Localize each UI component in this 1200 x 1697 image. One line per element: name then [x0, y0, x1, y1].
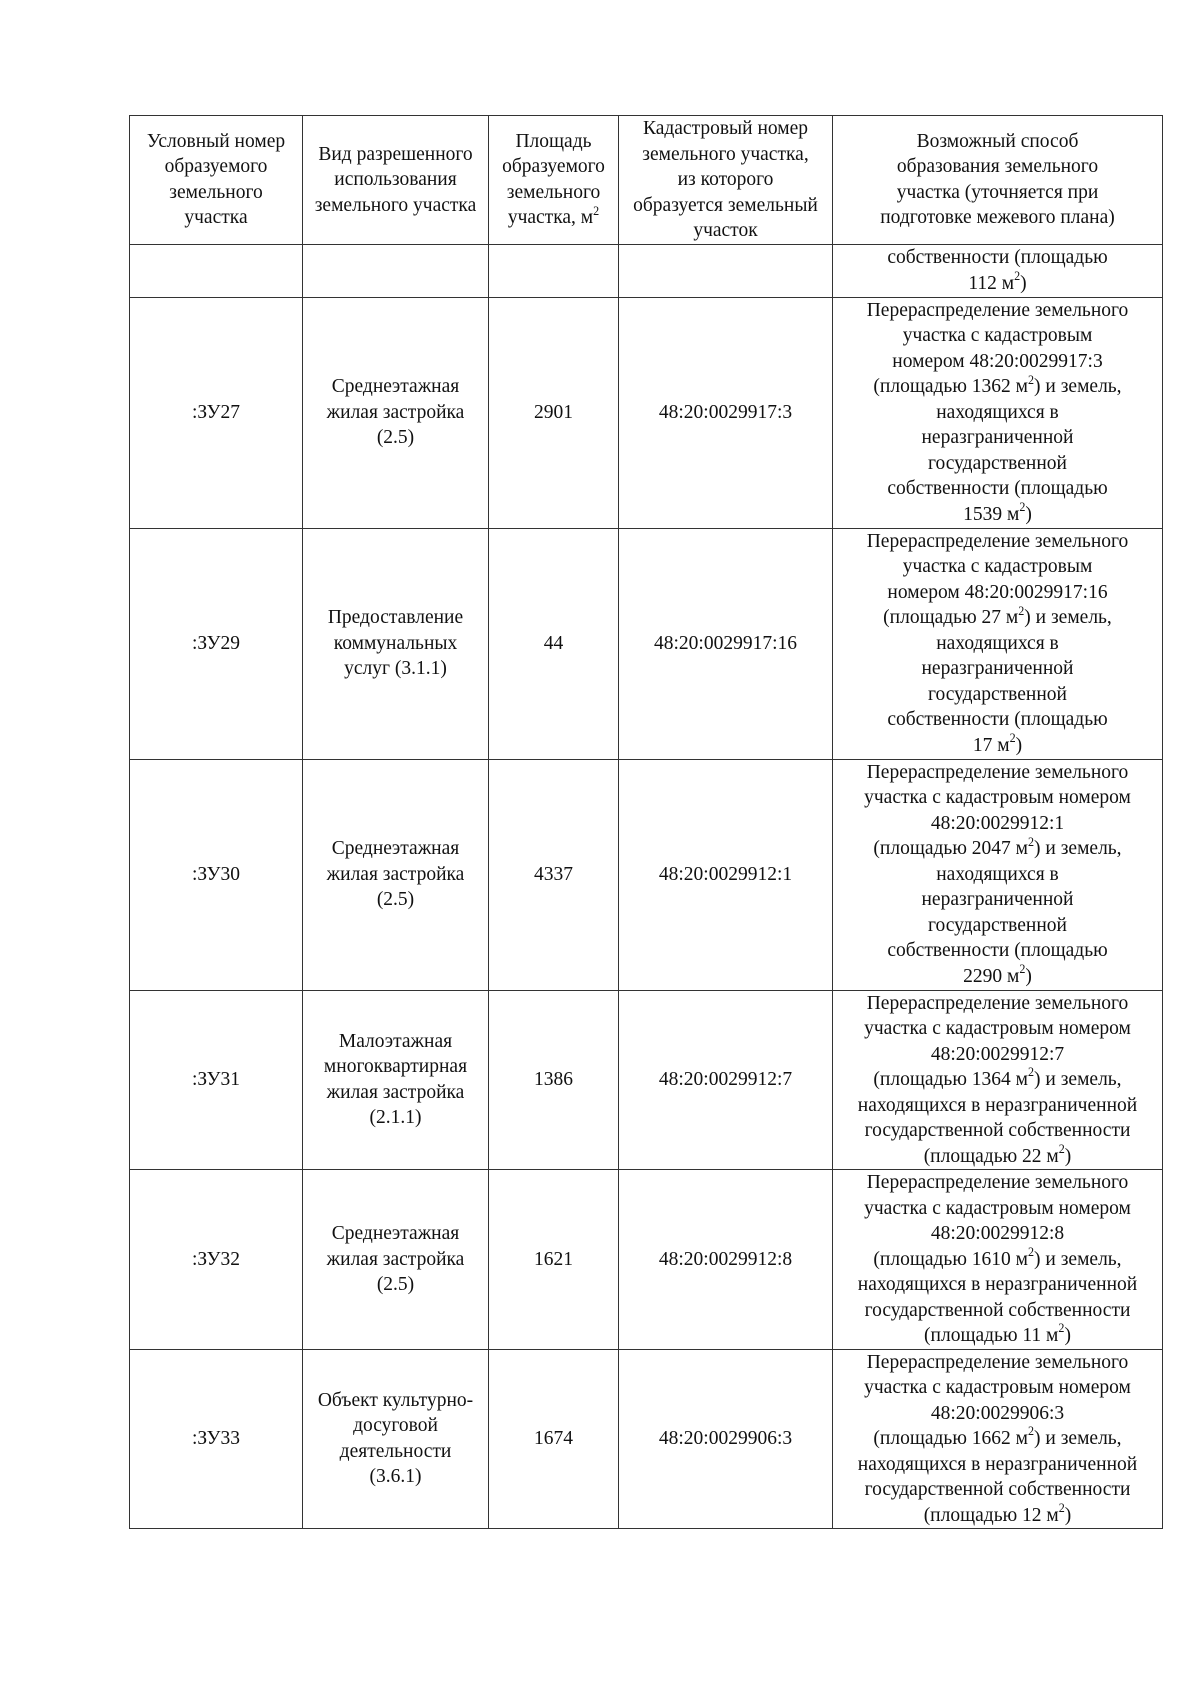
parcel-use: Предоставление коммунальных услуг (3.1.1)	[303, 528, 489, 759]
parcel-number: :ЗУ30	[130, 759, 303, 990]
table-row	[130, 1349, 1163, 1529]
parcel-use: Малоэтажная многоквартирная жилая застройка (2.1.1)	[303, 990, 489, 1170]
continuation-method-cell: собственности (площадью 112 $м^2$)	[833, 244, 1163, 297]
parcel-cadastral-number: 48:20:0029917:3	[619, 297, 833, 528]
table-row	[130, 528, 1163, 759]
table-row	[130, 990, 1163, 1170]
table-cell	[489, 244, 619, 297]
parcel-number: :ЗУ33	[130, 1349, 303, 1529]
parcel-cadastral-number: 48:20:0029917:16	[619, 528, 833, 759]
table-cell	[303, 244, 489, 297]
parcel-use: Среднеэтажная жилая застройка (2.5)	[303, 1170, 489, 1350]
table-cell	[619, 244, 833, 297]
parcel-formation-method: Перераспределение земельного участка с кадастровым номером 48:20:0029917:16 (площадью 27 $м^2$) и земель, находящихся в неразграниченной государственной собственности (площадью 17 $м^2$)	[833, 528, 1163, 759]
header-method: Возможный способ образования земельного участка (уточняется при подготовке межевого плана)	[833, 116, 1163, 245]
parcel-area: 44	[489, 528, 619, 759]
parcel-use: Объект культурно- досуговой деятельности (3.6.1)	[303, 1349, 489, 1529]
parcel-formation-method: Перераспределение земельного участка с кадастровым номером 48:20:0029912:7 (площадью 1364 $м^2$) и земель, находящихся в неразграниченной государственной собственности (площадью 22 $м^2$)	[833, 990, 1163, 1170]
parcel-cadastral-number: 48:20:0029912:7	[619, 990, 833, 1170]
table-cell	[130, 244, 303, 297]
table-row	[130, 297, 1163, 528]
header-area: Площадь образуемого земельного участка, $м^2$	[489, 116, 619, 245]
parcel-area: 2901	[489, 297, 619, 528]
parcel-area: 4337	[489, 759, 619, 990]
table-header-row	[130, 116, 1163, 245]
table-row	[130, 1170, 1163, 1350]
parcel-number: :ЗУ27	[130, 297, 303, 528]
table-row	[130, 759, 1163, 990]
header-use: Вид разрешенного использования земельного участка	[303, 116, 489, 245]
parcel-use: Среднеэтажная жилая застройка (2.5)	[303, 759, 489, 990]
parcel-number: :ЗУ29	[130, 528, 303, 759]
parcel-cadastral-number: 48:20:0029906:3	[619, 1349, 833, 1529]
parcel-number: :ЗУ31	[130, 990, 303, 1170]
parcel-area: 1674	[489, 1349, 619, 1529]
parcel-formation-method: Перераспределение земельного участка с кадастровым номером 48:20:0029912:1 (площадью 2047 $м^2$) и земель, находящихся в неразграниченной государственной собственности (площадью 2290 $м^2$)	[833, 759, 1163, 990]
parcel-cadastral-number: 48:20:0029912:8	[619, 1170, 833, 1350]
parcel-number: :ЗУ32	[130, 1170, 303, 1350]
parcel-formation-method: Перераспределение земельного участка с кадастровым номером 48:20:0029912:8 (площадью 1610 $м^2$) и земель, находящихся в неразграниченной государственной собственности (площадью 11 $м^2$)	[833, 1170, 1163, 1350]
parcel-area: 1386	[489, 990, 619, 1170]
header-cadastral: Кадастровый номер земельного участка, из которого образуется земельный участок	[619, 116, 833, 245]
land-parcels-table	[129, 115, 1163, 1529]
parcel-formation-method: Перераспределение земельного участка с кадастровым номером 48:20:0029917:3 (площадью 1362 $м^2$) и земель, находящихся в неразграниченной государственной собственности (площадью 1539 $м^2$)	[833, 297, 1163, 528]
parcel-cadastral-number: 48:20:0029912:1	[619, 759, 833, 990]
parcel-formation-method: Перераспределение земельного участка с кадастровым номером 48:20:0029906:3 (площадью 1662 $м^2$) и земель, находящихся в неразграниченной государственной собственности (площадью 12 $м^2$)	[833, 1349, 1163, 1529]
parcel-area: 1621	[489, 1170, 619, 1350]
parcel-use: Среднеэтажная жилая застройка (2.5)	[303, 297, 489, 528]
continuation-row	[130, 244, 1163, 297]
header-number: Условный номер образуемого земельного участка	[130, 116, 303, 245]
